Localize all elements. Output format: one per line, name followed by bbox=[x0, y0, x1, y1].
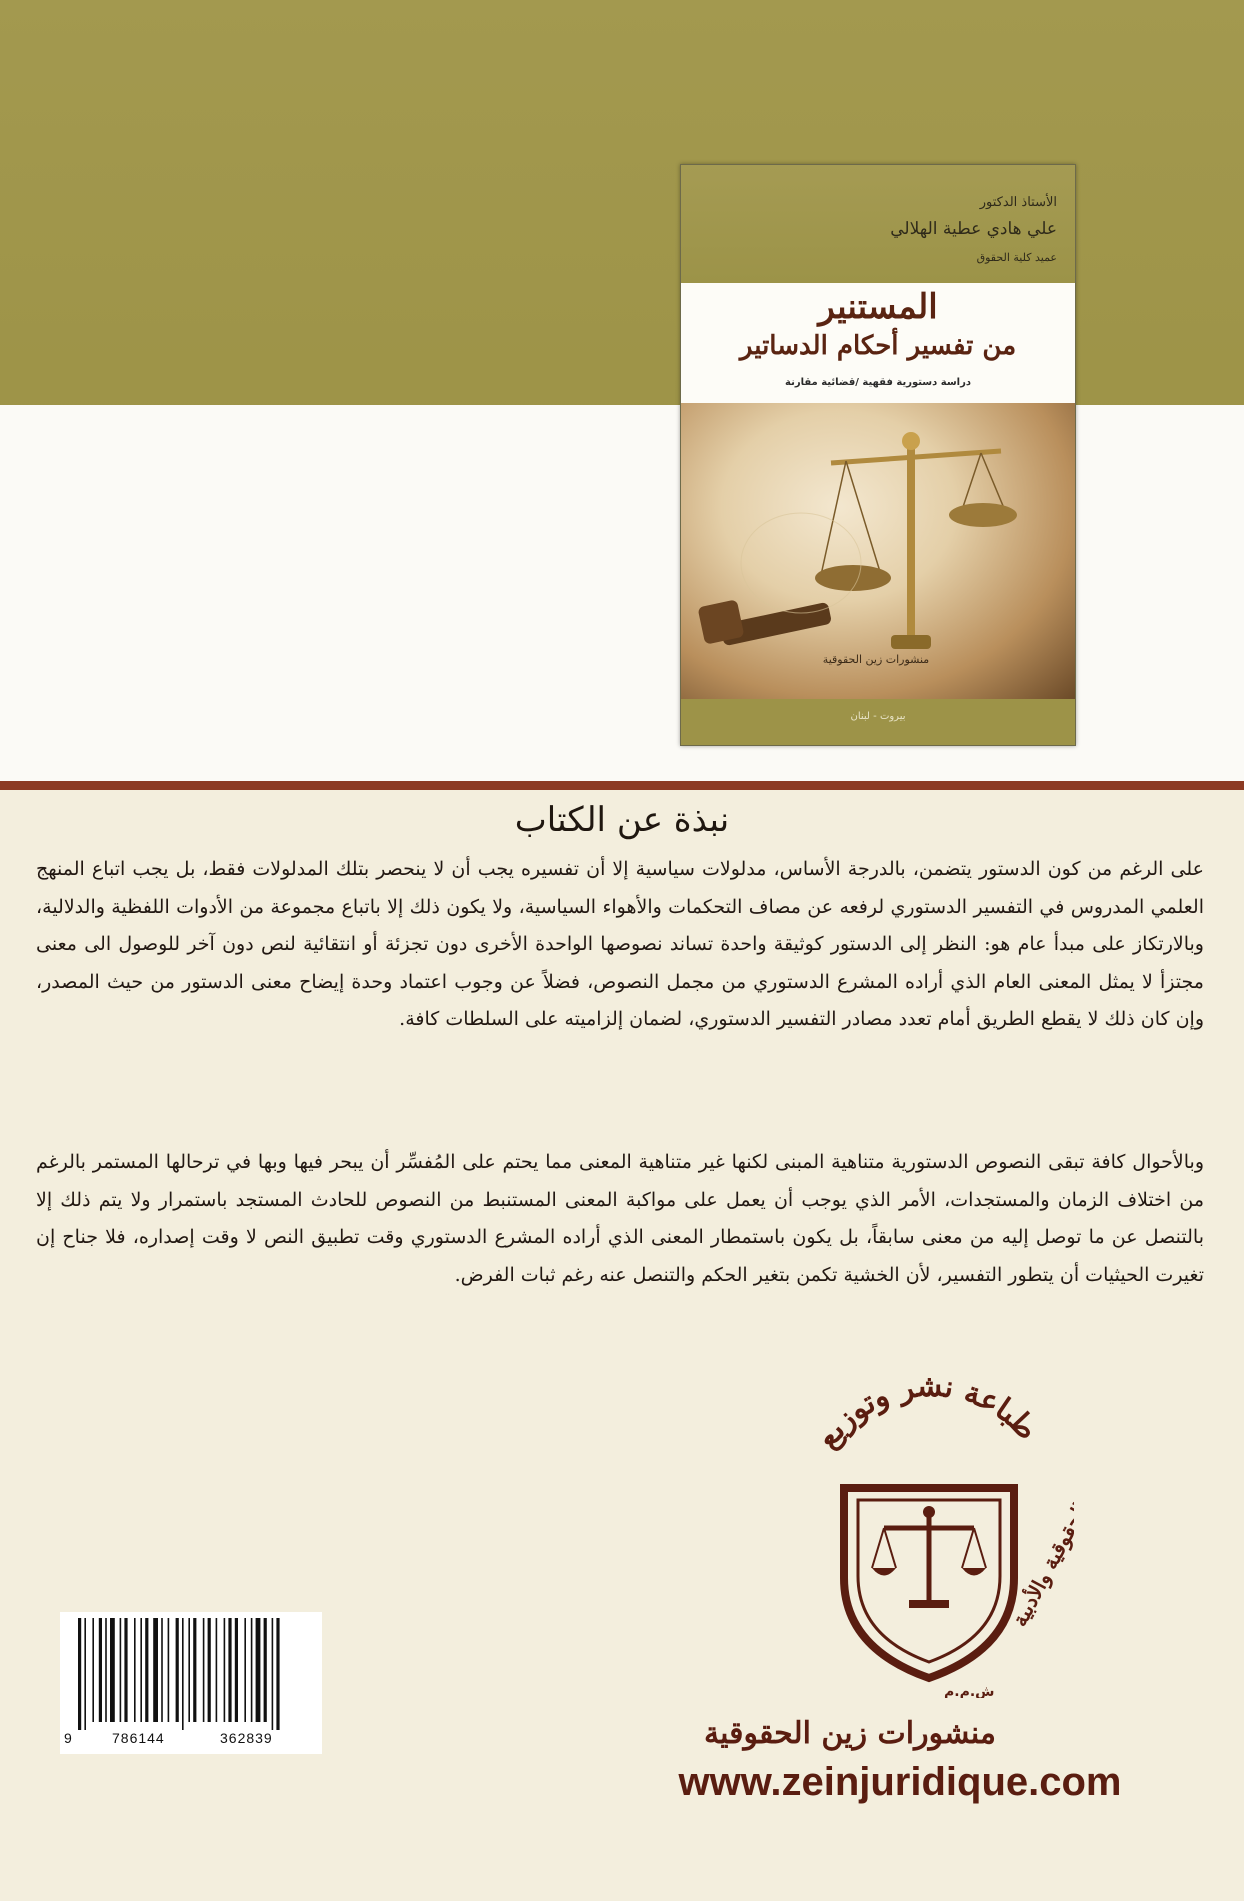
svg-text:طباعة نشر وتوزيع bbox=[810, 1378, 1045, 1455]
barcode-bar bbox=[244, 1618, 246, 1722]
barcode-digit-lead: 9 bbox=[64, 1730, 72, 1746]
barcode-bar bbox=[216, 1618, 218, 1722]
barcode-bar bbox=[168, 1618, 170, 1722]
barcode-bar bbox=[161, 1618, 163, 1722]
cover-header bbox=[681, 165, 1075, 283]
cover-footer bbox=[681, 699, 1075, 745]
barcode-bar bbox=[84, 1618, 86, 1730]
publisher-emblem-icon bbox=[784, 1378, 1074, 1698]
barcode-bar bbox=[224, 1618, 226, 1722]
barcode-bar bbox=[145, 1618, 148, 1722]
scales-of-justice-image bbox=[681, 403, 1075, 699]
barcode-bar bbox=[110, 1618, 115, 1722]
barcode-bar bbox=[264, 1618, 267, 1722]
barcode-bar bbox=[120, 1618, 122, 1722]
barcode-bar bbox=[276, 1618, 279, 1730]
cover-city: بيروت - لبنان bbox=[850, 711, 906, 722]
barcode-bar bbox=[78, 1618, 81, 1730]
logo-code-text: ش.م.م bbox=[944, 1684, 995, 1698]
logo-arc-text: طباعة نشر وتوزيع bbox=[809, 1378, 1045, 1456]
barcode-bar bbox=[208, 1618, 211, 1722]
barcode-bar bbox=[92, 1618, 94, 1722]
barcode-bar bbox=[124, 1618, 127, 1722]
barcode-bar bbox=[251, 1618, 253, 1722]
barcode-bar bbox=[272, 1618, 274, 1730]
cover-author-title: الأستاذ الدكتور bbox=[979, 195, 1057, 210]
blurb-paragraph-2: وبالأحوال كافة تبقى النصوص الدستورية متناهية المبنى لكنها غير متناهية المعنى مما يحتم على المُفسِّر أن يبحر فيها وبها في ترحالها المستمر بالرغم من اختلاف الزمان والمستجدات، الأمر الذي يوجب أن يعمل على مواكبة المعنى المستنبط من النصوص للحادث المستجد باستمرار ولا يتم ذلك إلا بالتنصل عن ما توصل إليه من معنى سابقاً، بل يكون باستمطار المعنى الذي أراده المشرع الدستوري وقت تطبيق النص لا وقت إصداره، فلا جناح إن تغيرت الحيثيات أن يتطور التفسير، لأن الخشية تكمن بتغير الحكم والتنصل عنه رغم ثبات الفرض. bbox=[36, 1151, 1204, 1286]
barcode-bar bbox=[140, 1618, 142, 1722]
barcode-bar bbox=[153, 1618, 158, 1722]
cover-title-area bbox=[681, 283, 1075, 403]
barcode-bar bbox=[99, 1618, 102, 1722]
barcode-group-2: 362839 bbox=[220, 1730, 273, 1746]
publisher-name: منشورات زين الحقوقية bbox=[703, 1716, 996, 1751]
cover-subtitle: دراسة دستورية فقهية /قضائية مقارنة bbox=[785, 377, 971, 388]
cover-title-line2: من تفسير أحكام الدساتير bbox=[739, 331, 1017, 361]
section-title: نبذة عن الكتاب bbox=[514, 800, 730, 840]
barcode-bar bbox=[203, 1618, 205, 1722]
cover-publisher: منشورات زين الحقوقية bbox=[822, 653, 930, 666]
barcode-bars bbox=[60, 1612, 322, 1730]
section-divider bbox=[0, 781, 1244, 790]
barcode-bar bbox=[193, 1618, 196, 1722]
cover-author-name: علي هادي عطية الهلالي bbox=[890, 219, 1057, 239]
barcode-bar bbox=[188, 1618, 190, 1722]
barcode-digits bbox=[60, 1730, 322, 1752]
book-cover-thumbnail bbox=[680, 164, 1076, 746]
blurb-paragraph-1: على الرغم من كون الدستور يتضمن، بالدرجة الأساس، مدلولات سياسية إلا أن تفسيره يجب أن لا ينحصر بتلك المدلولات فقط، بل يجب اتباع المنهج العلمي المدروس في التفسير الدستوري لرفعه عن مصاف التحكمات والأهواء السياسية، ولا يكون ذلك إلا باتباع مجموعة من الأدوات اللفظية والدلالية، وبالارتكاز على مبدأ عام هو: النظر إلى الدستور كوثيقة واحدة تساند نصوصها الواحدة الأخرى دون تجزئة أو انتقائية لنص دون آخر للوصول الى معنى مجتزأ لا يمثل المعنى العام الذي أراده المشرع الدستوري من مجمل النصوص، فضلاً عن وجوب اعتماد وحدة إيضاح معنى الدستور من حيث المصدر، وإن كان ذلك لا يقطع الطريق أمام تعدد مصادر التفسير الدستوري، لضمان إلزاميته على السلطات كافة. bbox=[36, 858, 1204, 1030]
publisher-logo bbox=[784, 1378, 1074, 1698]
barcode-bar bbox=[176, 1618, 179, 1722]
publisher-website: www.zeinjuridique.com bbox=[678, 1760, 1122, 1804]
barcode-bar bbox=[256, 1618, 261, 1722]
barcode-bar bbox=[134, 1618, 136, 1722]
barcode-group-1: 786144 bbox=[112, 1730, 165, 1746]
barcode-bar bbox=[235, 1618, 238, 1722]
cover-title: المستنير bbox=[818, 287, 938, 327]
logo-name-text: الحقوقية والأدبية bbox=[1007, 1498, 1074, 1631]
barcode-bar bbox=[105, 1618, 107, 1722]
isbn-barcode bbox=[60, 1612, 322, 1754]
cover-author-role: عميد كلية الحقوق bbox=[976, 251, 1057, 264]
barcode-bar bbox=[182, 1618, 184, 1730]
barcode-bar bbox=[228, 1618, 231, 1722]
